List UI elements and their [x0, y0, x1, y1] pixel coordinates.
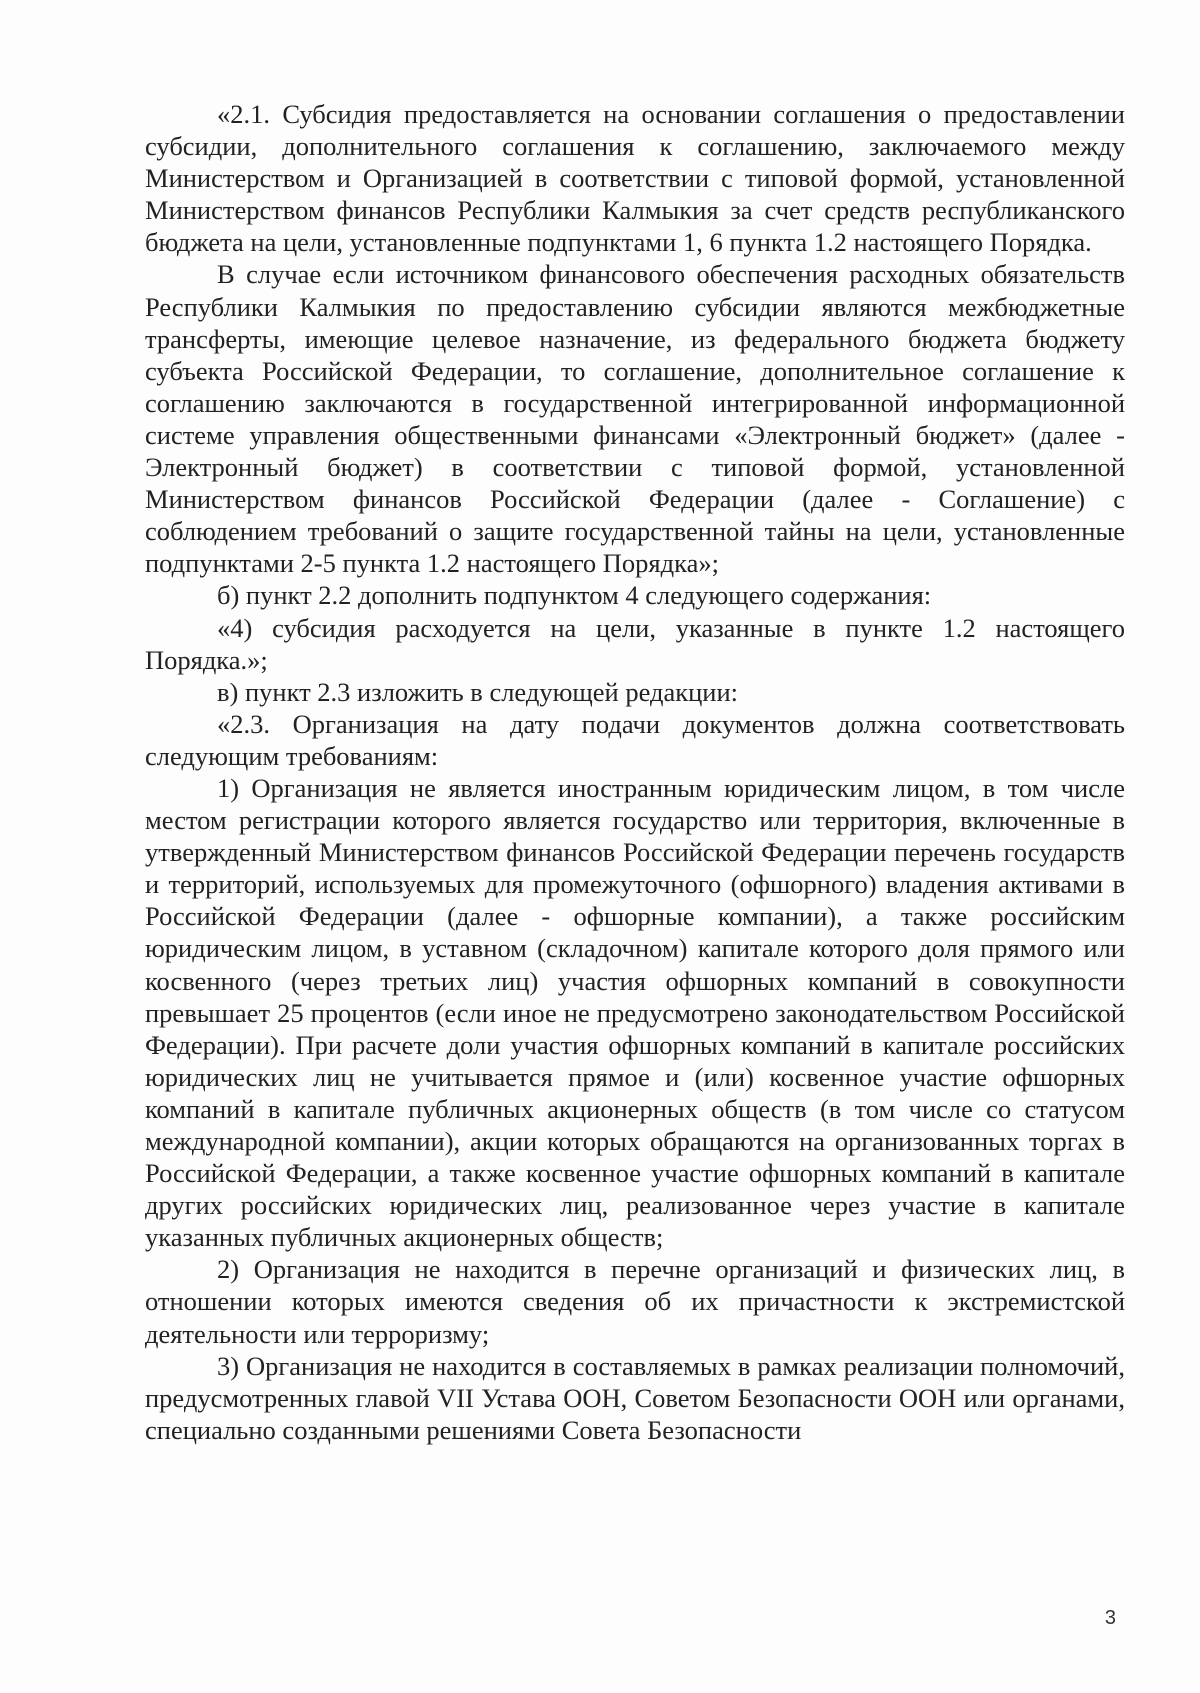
- paragraph-2-3: «2.3. Организация на дату подачи документов должна соответствовать следующим требованиям:: [145, 708, 1125, 771]
- paragraph-requirement-2: 2) Организация не находится в перечне организаций и физических лиц, в отношении которых имеются сведения об их причастности к экстремистской деятельности или терроризму;: [145, 1254, 1125, 1349]
- paragraph-2-1: «2.1. Субсидия предоставляется на основании соглашения о предоставлении субсидии, дополнительного соглашения к соглашению, заключаемого между Министерством и Организацией в соответствии с типовой формой, установленной Министерством финансов Республики Калмыкия за счет средств республиканского бюджета на цели, установленные подпунктами 1, 6 пункта 1.2 настоящего Порядка.: [145, 99, 1125, 258]
- document-body: [145, 98, 1125, 1446]
- paragraph-item-v: в) пункт 2.3 изложить в следующей редакции:: [217, 676, 739, 707]
- paragraph-requirement-1: 1) Организация не является иностранным юридическим лицом, в том числе местом регистрации которого является государство или территория, включенные в утвержденный Министерством финансов Российской Федерации перечень государств и территорий, используемых для промежуточного (офшорного) владения активами в Российской Федерации (далее - офшорные компании), а также российским юридическим лицом, в уставном (складочном) капитале которого доля прямого или косвенного (через третьих лиц) участия офшорных компаний в совокупности превышает 25 процентов (если иное не предусмотрено законодательством Российской Федерации). При расчете доли участия офшорных компаний в капитале российских юридических лиц не учитывается прямое и (или) косвенное участие офшорных компаний в капитале публичных акционерных обществ (в том числе со статусом международной компании), акции которых обращаются на организованных торгах в Российской Федерации, а также косвенное участие офшорных компаний в капитале других российских юридических лиц, реализованное через участие в капитале указанных публичных акционерных обществ;: [145, 772, 1125, 1253]
- paragraph-item-b: б) пункт 2.2 дополнить подпунктом 4 следующего содержания:: [217, 580, 932, 611]
- page-number: 3: [1104, 1607, 1116, 1629]
- paragraph-subitem-4: «4) субсидия расходуется на цели, указанные в пункте 1.2 настоящего Порядка.»;: [145, 612, 1125, 675]
- paragraph-budget-transfers: В случае если источником финансового обеспечения расходных обязательств Республики Калмыкия по предоставлению субсидии являются межбюджетные трансферты, имеющие целевое назначение, из федерального бюджета бюджету субъекта Российской Федерации, то соглашение, дополнительное соглашение к соглашению заключаются в государственной интегрированной информационной системе управления общественными финансами «Электронный бюджет» (далее - Электронный бюджет) в соответствии с типовой формой, установленной Министерством финансов Российской Федерации (далее - Соглашение) с соблюдением требований о защите государственной тайны на цели, установленные подпунктами 2-5 пункта 1.2 настоящего Порядка»;: [145, 259, 1125, 579]
- paragraph-requirement-3: 3) Организация не находится в составляемых в рамках реализации полномочий, предусмотренных главой VII Устава ООН, Советом Безопасности ООН или органами, специально созданными решениями Совета Безопасности: [145, 1350, 1125, 1445]
